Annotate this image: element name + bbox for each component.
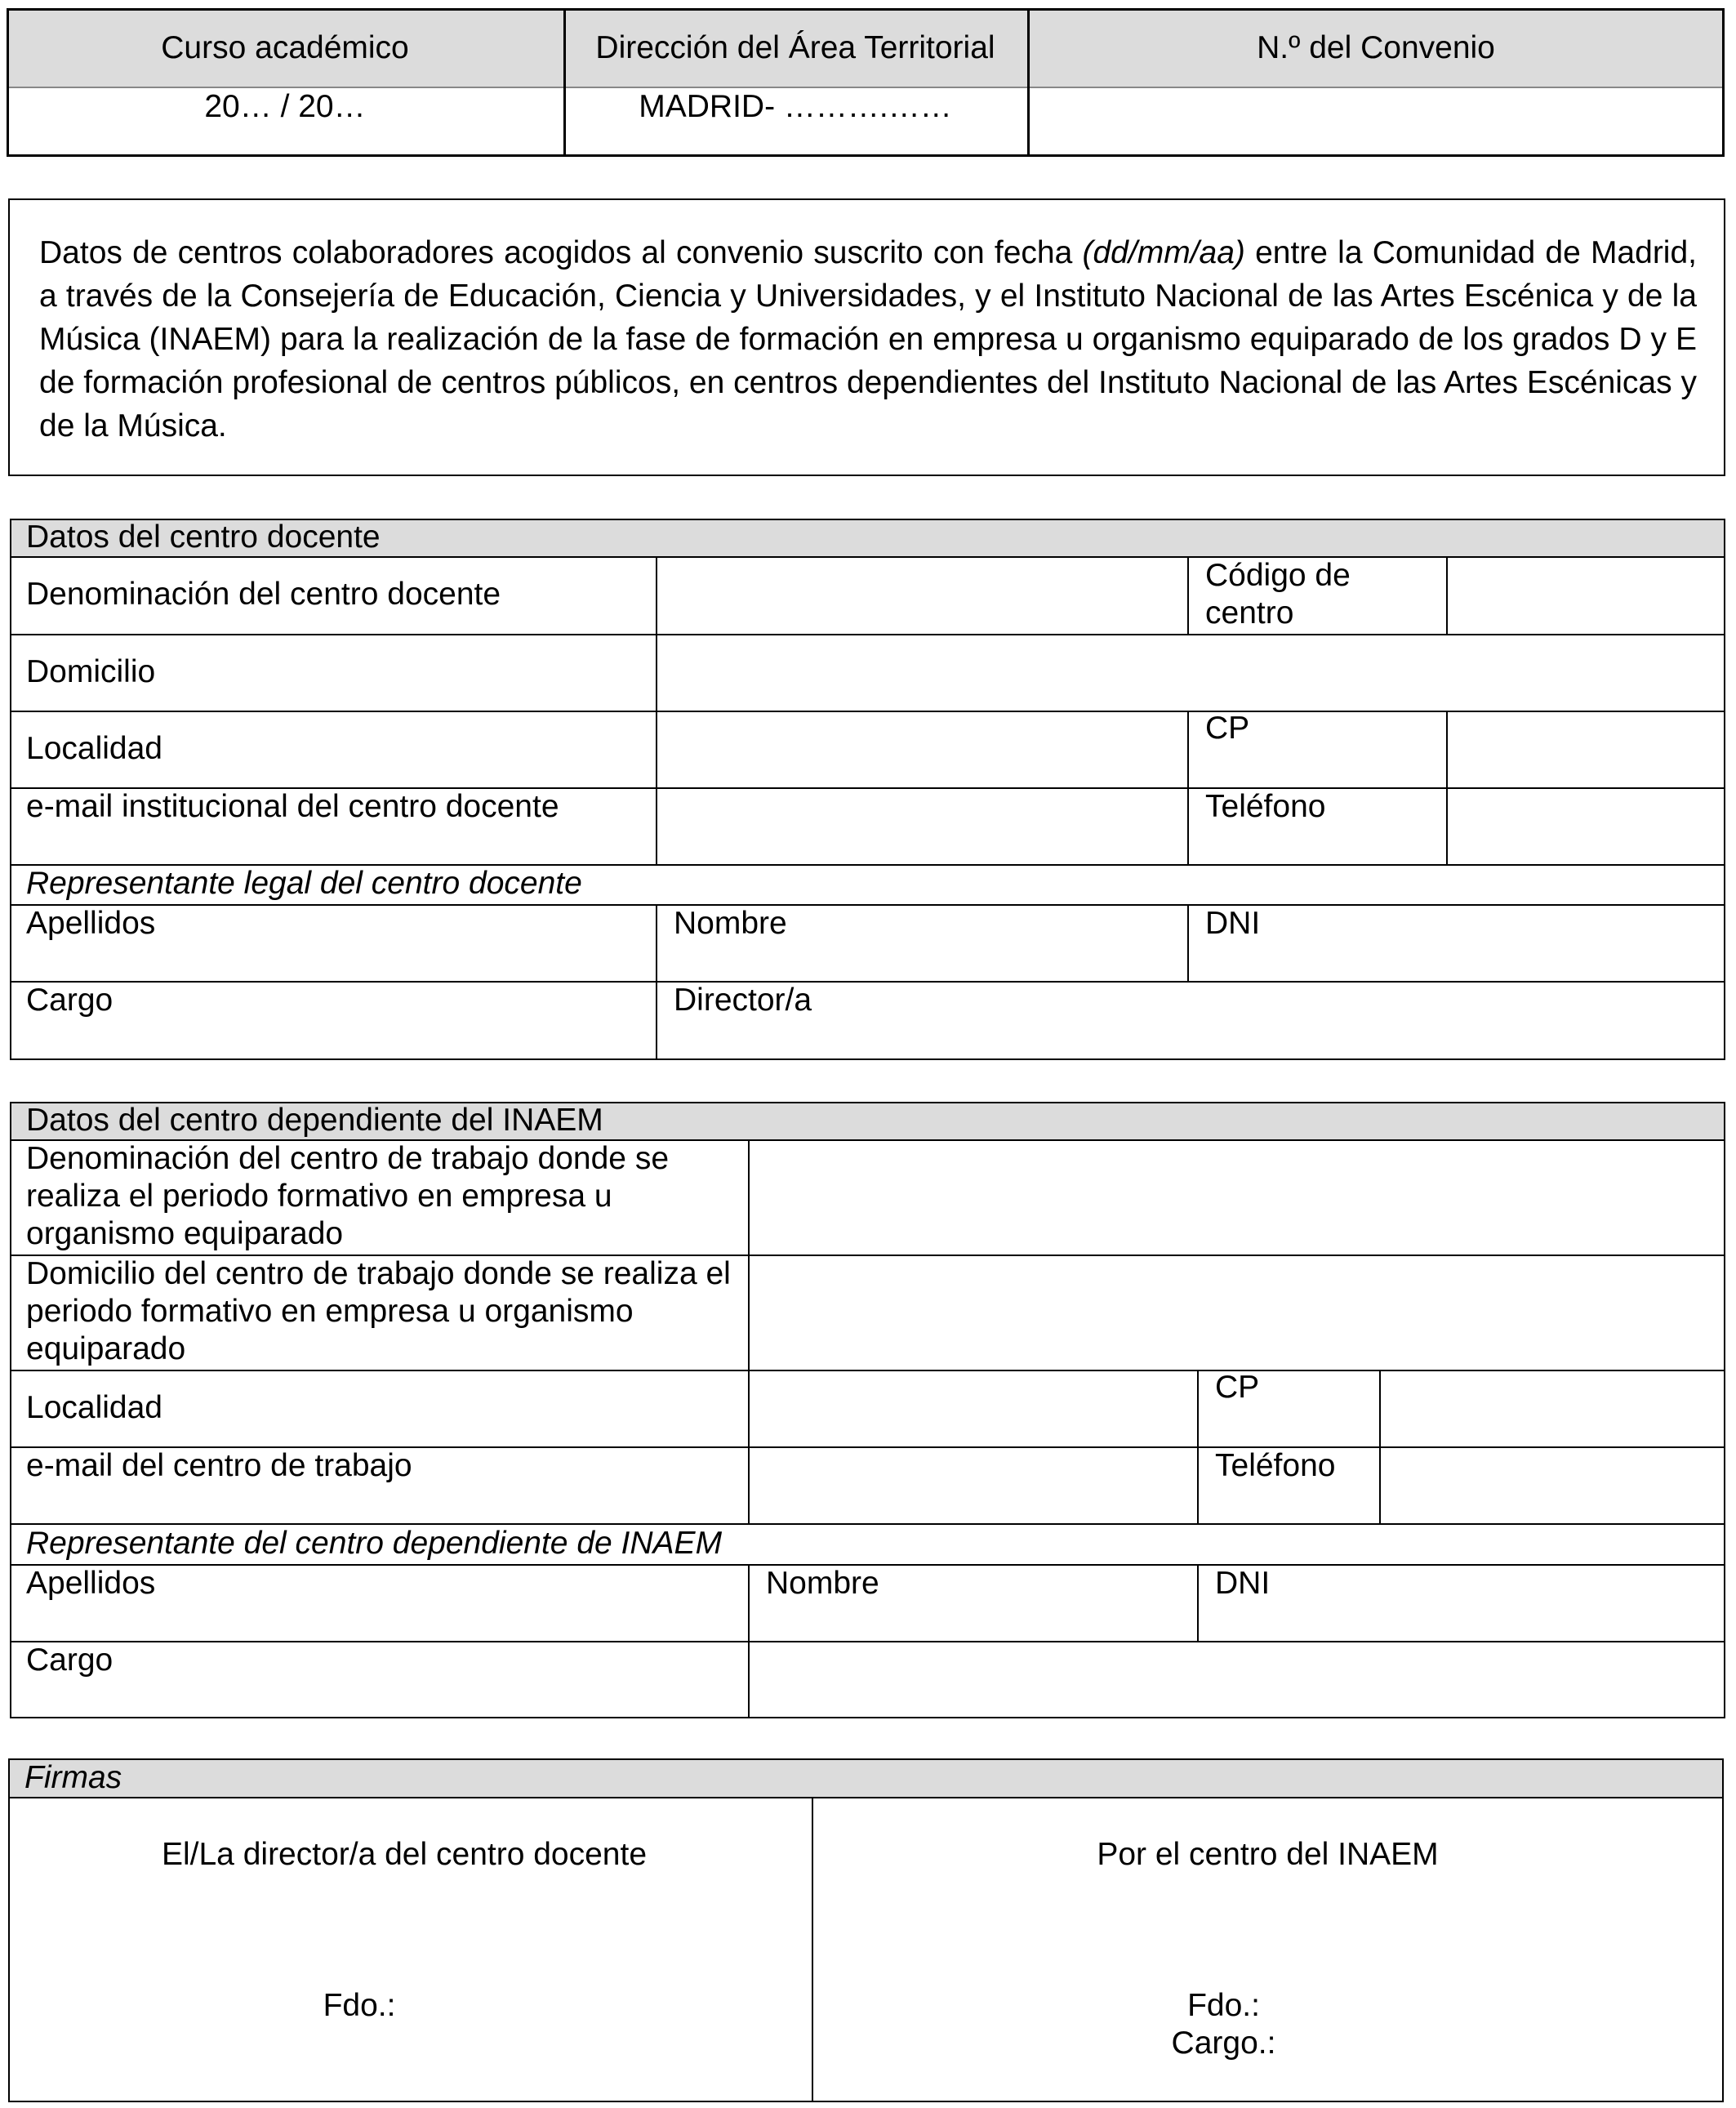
teaching-email-field[interactable] bbox=[657, 789, 1187, 864]
teaching-code-label: Código de centro bbox=[1205, 558, 1351, 631]
intro-date-format: (dd/mm/aa) bbox=[1082, 235, 1245, 270]
intro-paragraph bbox=[39, 231, 1697, 448]
signature-left-heading: El/La director/a del centro docente bbox=[161, 1837, 648, 1872]
teaching-address-label: Domicilio bbox=[26, 654, 156, 689]
signatures-title: Firmas bbox=[24, 1760, 122, 1795]
teaching-firstname-label: Nombre bbox=[674, 906, 787, 941]
teaching-phone-field[interactable] bbox=[1448, 789, 1724, 864]
teaching-phone-label: Teléfono bbox=[1205, 789, 1326, 824]
agreement-number-value[interactable] bbox=[1027, 88, 1725, 154]
signatures-table bbox=[8, 1758, 1724, 2102]
inaem-email-field[interactable] bbox=[750, 1448, 1197, 1523]
territorial-area-value[interactable]: MADRID- ……….…… bbox=[639, 89, 952, 124]
teaching-surname-label: Apellidos bbox=[26, 906, 156, 941]
signature-left-signed[interactable]: Fdo.: bbox=[323, 1988, 396, 2023]
agreement-number-label: N.º del Convenio bbox=[1257, 30, 1495, 65]
academic-year-label: Curso académico bbox=[161, 30, 409, 65]
signature-right-signed[interactable]: Fdo.: bbox=[1187, 1988, 1260, 2023]
inaem-phone-label: Teléfono bbox=[1215, 1448, 1336, 1483]
inaem-phone-field[interactable] bbox=[1381, 1448, 1724, 1523]
inaem-email-label: e-mail del centro de trabajo bbox=[26, 1448, 412, 1483]
inaem-dni-label: DNI bbox=[1215, 1566, 1271, 1601]
teaching-locality-label: Localidad bbox=[26, 731, 162, 766]
teaching-name-label: Denominación del centro docente bbox=[26, 577, 501, 612]
inaem-firstname-label: Nombre bbox=[766, 1566, 879, 1601]
intro-text-rest: entre la Comunidad de Madrid, a través de la Consejería de Educación, Ciencia y Universidades, y el Instituto Nacional de las Artes Escénica y de la Música (INAEM) para la realización de la fase de formación en empresa u organismo equiparado de los grados D y E de formación profesional de centros públicos, en centros dependientes del Instituto Nacional de las Artes Escénicas y de la Música. bbox=[39, 235, 1697, 443]
teaching-rep-title: Representante legal del centro docente bbox=[26, 866, 582, 901]
intro-text-start: Datos de centros colaboradores acogidos al convenio suscrito con fecha bbox=[39, 235, 1083, 270]
teaching-dni-label: DNI bbox=[1205, 906, 1261, 941]
inaem-locality-field[interactable] bbox=[750, 1371, 1197, 1446]
inaem-centre-table bbox=[10, 1102, 1725, 1718]
teaching-name-field[interactable] bbox=[657, 558, 1187, 634]
inaem-rep-title: Representante del centro dependiente de INAEM bbox=[26, 1526, 723, 1561]
inaem-surname-label: Apellidos bbox=[26, 1566, 156, 1601]
header-table bbox=[7, 8, 1725, 157]
inaem-address-field[interactable] bbox=[750, 1256, 1724, 1370]
teaching-code-field[interactable] bbox=[1448, 558, 1724, 634]
intro-box bbox=[8, 198, 1725, 476]
teaching-locality-field[interactable] bbox=[657, 712, 1187, 787]
inaem-locality-label: Localidad bbox=[26, 1390, 162, 1425]
signature-right-position[interactable]: Cargo.: bbox=[1171, 2026, 1276, 2061]
inaem-centre-title: Datos del centro dependiente del INAEM bbox=[26, 1103, 603, 1138]
territorial-area-label: Dirección del Área Territorial bbox=[595, 30, 995, 65]
inaem-cp-field[interactable] bbox=[1381, 1371, 1724, 1446]
teaching-position-value[interactable]: Director/a bbox=[674, 983, 812, 1018]
inaem-name-field[interactable] bbox=[750, 1141, 1724, 1255]
teaching-cp-field[interactable] bbox=[1448, 712, 1724, 787]
inaem-address-label: Domicilio del centro de trabajo donde se realiza el periodo formativo en empresa u organismo equiparado bbox=[26, 1256, 731, 1366]
teaching-centre-title: Datos del centro docente bbox=[26, 519, 381, 555]
teaching-email-label: e-mail institucional del centro docente bbox=[26, 789, 559, 824]
inaem-position-field[interactable] bbox=[750, 1642, 1724, 1717]
teaching-cp-label: CP bbox=[1205, 711, 1250, 746]
signature-right-heading: Por el centro del INAEM bbox=[1097, 1837, 1439, 1872]
teaching-address-field[interactable] bbox=[657, 635, 1724, 711]
inaem-position-label: Cargo bbox=[26, 1642, 114, 1678]
inaem-name-label: Denominación del centro de trabajo donde se realiza el periodo formativo en empresa u organismo equiparado bbox=[26, 1141, 670, 1251]
teaching-position-label: Cargo bbox=[26, 983, 114, 1018]
teaching-centre-table bbox=[10, 519, 1725, 1060]
inaem-cp-label: CP bbox=[1215, 1370, 1260, 1405]
academic-year-value[interactable]: 20… / 20… bbox=[204, 89, 366, 124]
